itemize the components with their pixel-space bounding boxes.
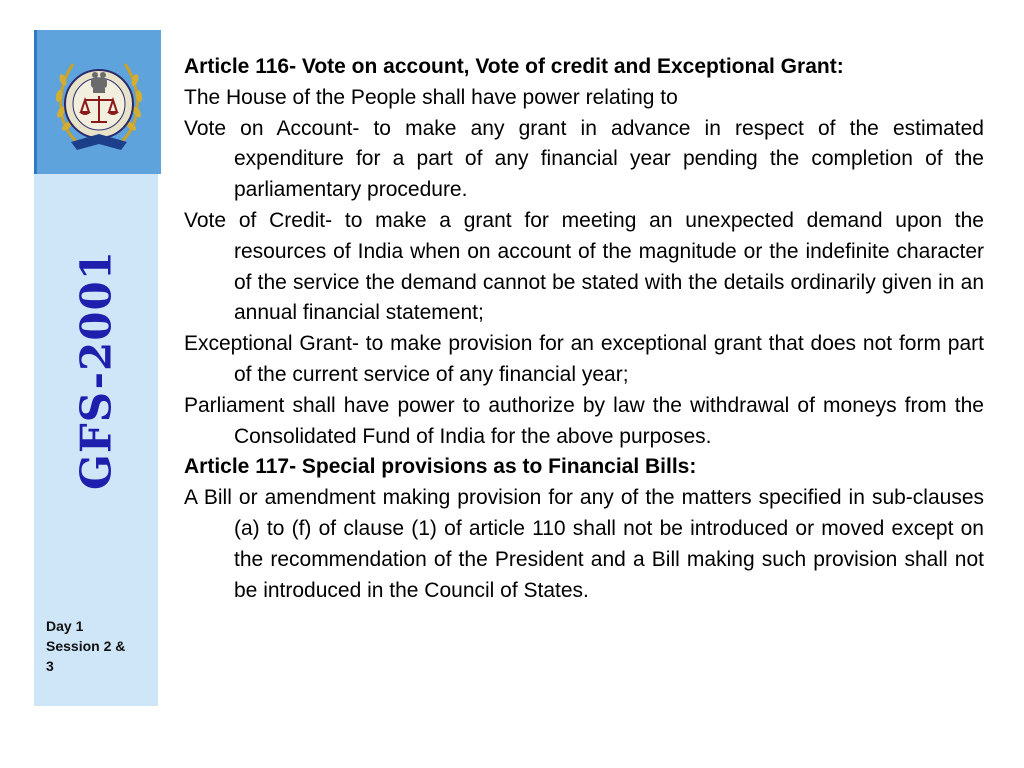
sidebar [34,30,158,706]
exceptional-grant-paragraph: Exceptional Grant- to make provision for an exceptional grant that does not form part of the current service of any financial year; [184,332,984,386]
session-number-cont: 3 [46,658,54,674]
session-day: Day 1 [46,618,84,634]
parliament-power-paragraph: Parliament shall have power to authorize by law the withdrawal of moneys from the Consolidated Fund of India for the above purposes. [184,393,984,448]
article-117-paragraph: A Bill or amendment making provision for any of the matters specified in sub-clauses (a) to (f) of clause (1) of article 110 shall not be introduced or moved except on the recommendation of the President and a Bill making such provision shall not be introduced in the Council of States. [184,486,984,602]
emblem-logo [34,30,161,174]
vote-of-credit-paragraph: Vote of Credit- to make a grant for meeting an unexpected demand upon the resources of India when on account of the magnitude or the indefinite character of the service the demand cannot be stated with the details ordinarily given in an annual financial statement; [184,208,984,325]
slide-body [184,52,984,606]
sidebar-title-text: GFS-2001 [71,250,121,490]
article-116-heading: Article 116- Vote on account, Vote of credit and Exceptional Grant: [184,55,844,78]
session-number: Session 2 & [46,638,126,654]
intro-paragraph: The House of the People shall have power relating to [184,85,678,109]
sidebar-title [34,200,158,540]
session-label [46,616,154,676]
article-117-heading: Article 117- Special provisions as to Financial Bills: [184,455,697,479]
vote-on-account-paragraph: Vote on Account- to make any grant in advance in respect of the estimated expenditure for a part of any financial year pending the completion of the parliamentary procedure. [184,116,984,202]
emblem-icon [37,30,161,174]
